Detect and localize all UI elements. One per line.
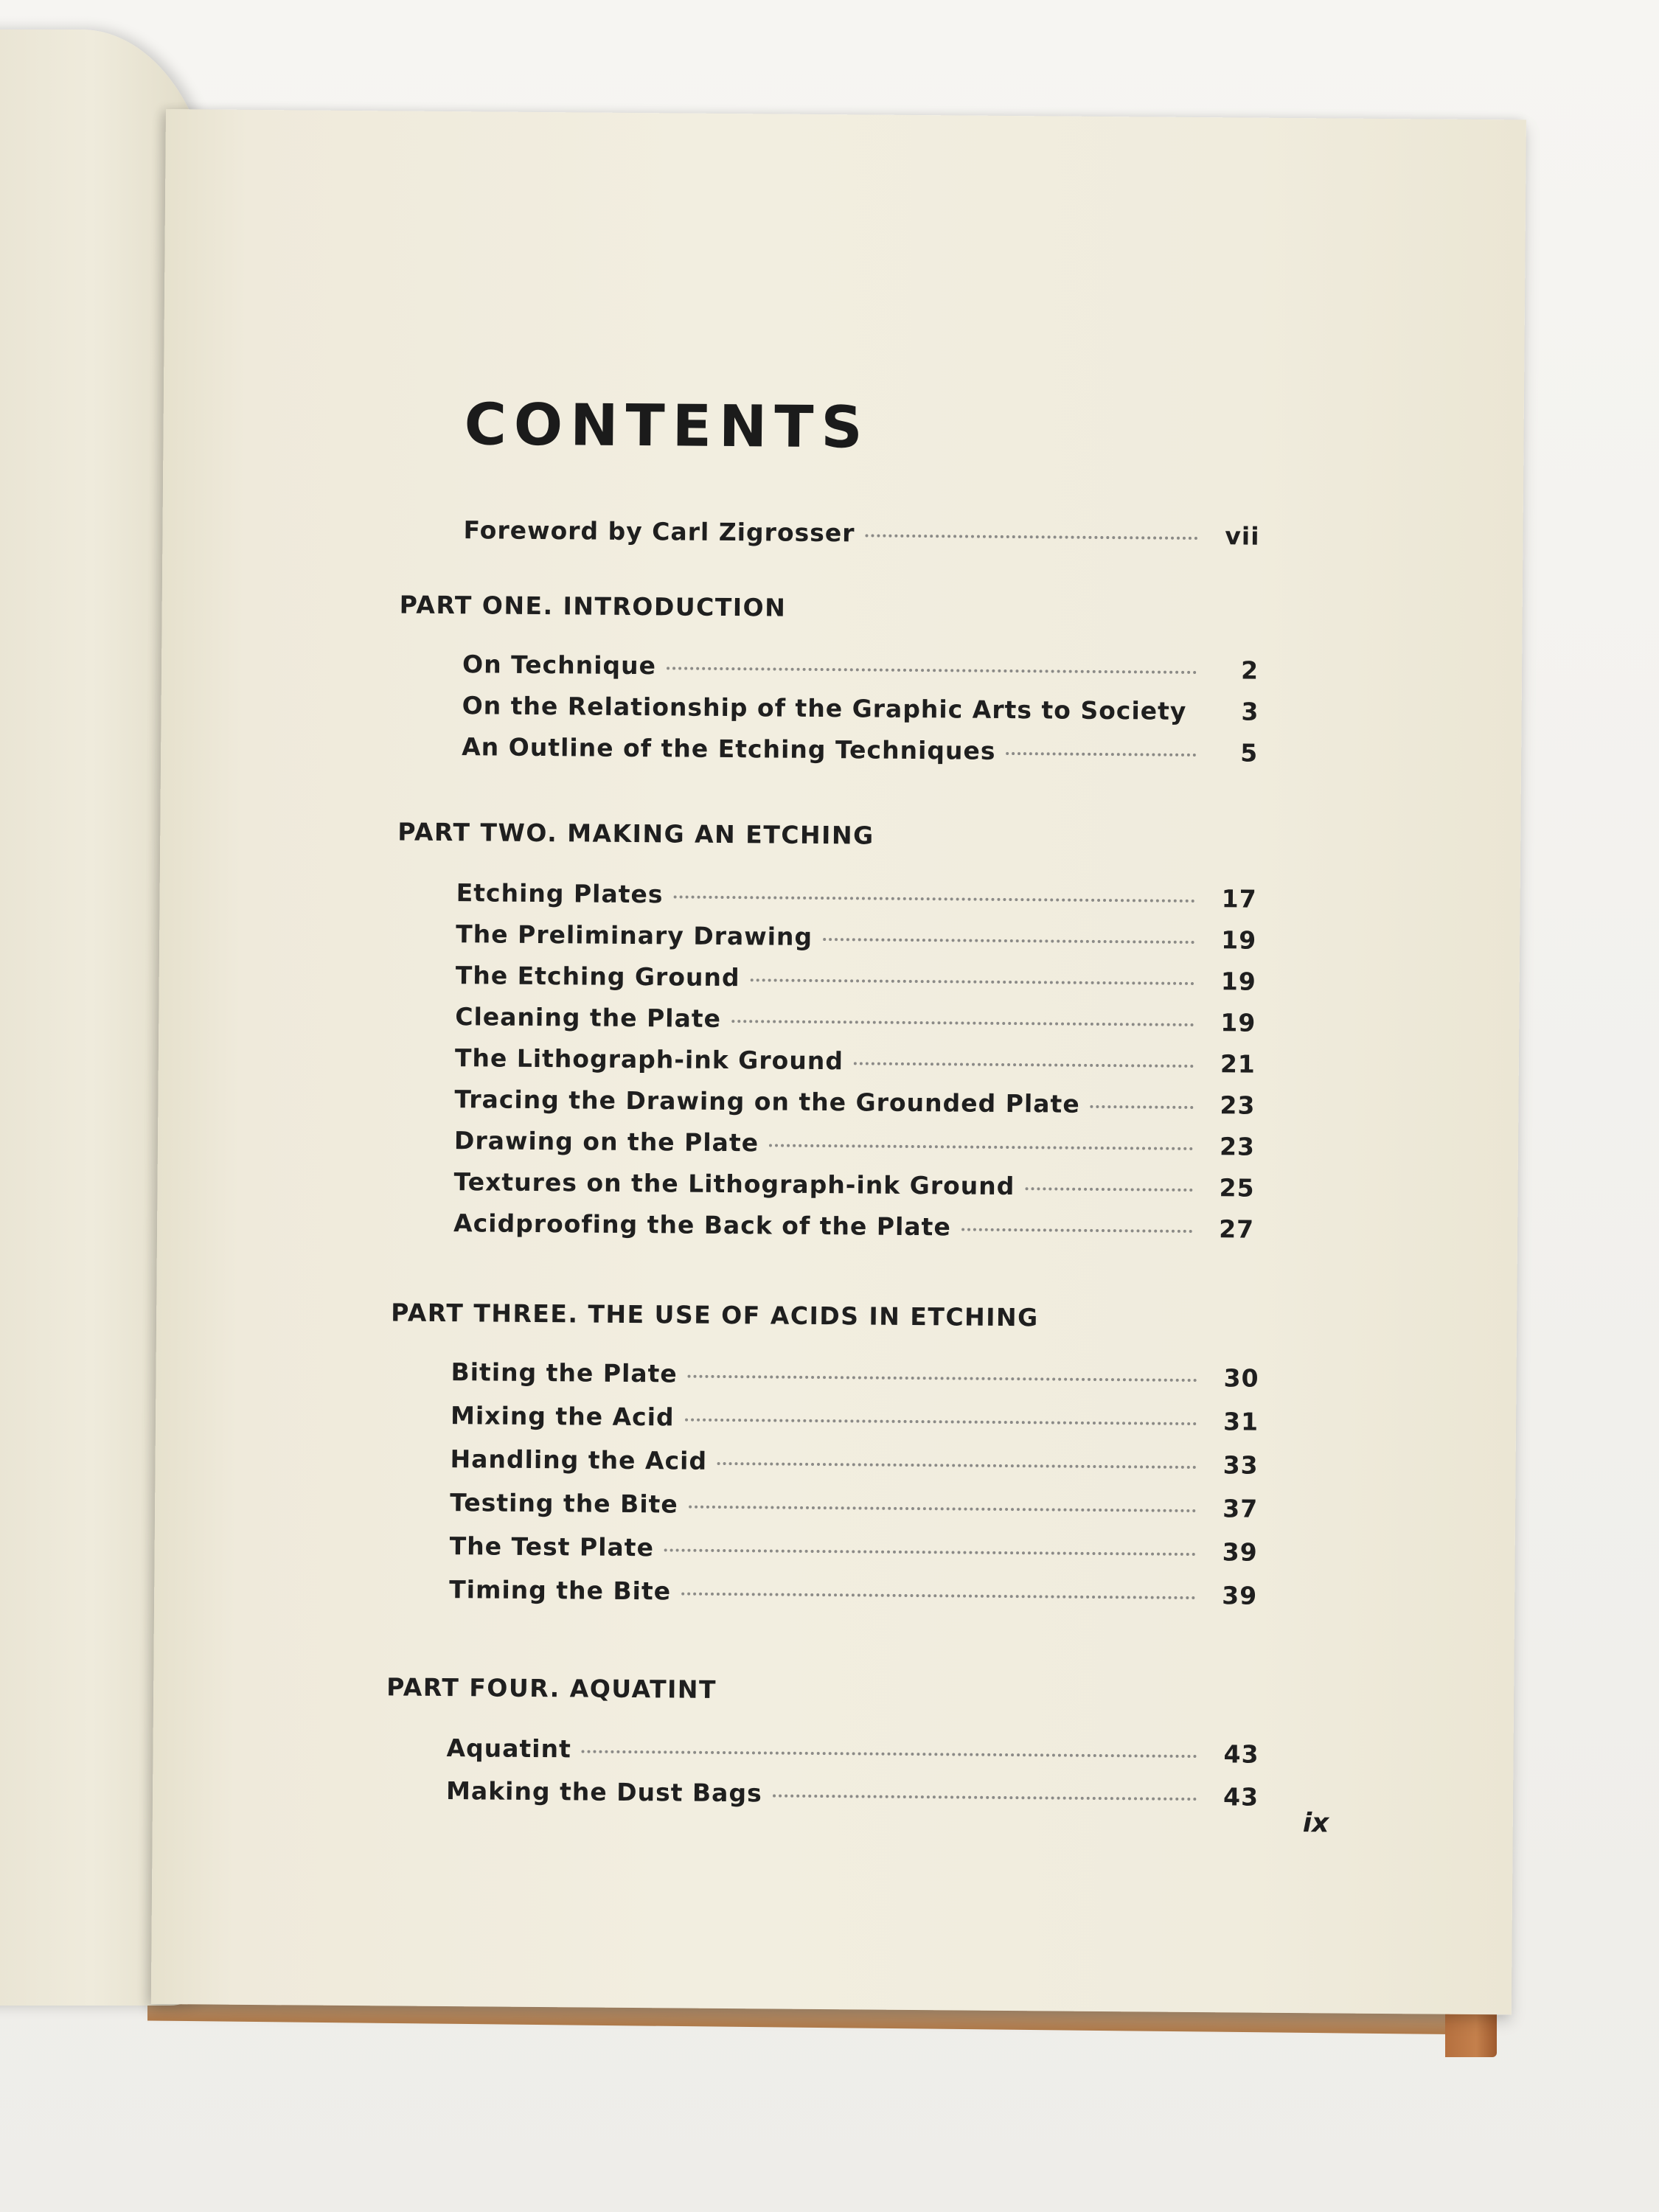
toc-entry-label: Timing the Bite bbox=[449, 1575, 672, 1606]
toc-entry-page: 25 bbox=[1219, 1173, 1255, 1203]
toc-entry-page: 19 bbox=[1221, 925, 1257, 955]
toc-entry-page: 17 bbox=[1221, 884, 1257, 914]
toc-entry bbox=[455, 1002, 1256, 1037]
dot-leader bbox=[667, 667, 1197, 674]
toc-entry bbox=[454, 1085, 1255, 1120]
toc-entry bbox=[462, 691, 1259, 726]
toc-entry-label: Textures on the Lithograph-ink Ground bbox=[453, 1167, 1015, 1201]
toc-entry-label: Making the Dust Bags bbox=[445, 1776, 762, 1808]
dot-leader bbox=[664, 1548, 1196, 1556]
toc-entry-page: 19 bbox=[1220, 1008, 1256, 1037]
toc-entry bbox=[450, 1531, 1258, 1567]
toc-entry-page: vii bbox=[1225, 521, 1260, 551]
toc-entry-label: The Etching Ground bbox=[455, 961, 740, 992]
dot-leader bbox=[717, 1462, 1197, 1469]
toc-entry-label: Drawing on the Plate bbox=[453, 1126, 759, 1158]
toc-entry-label: On the Relationship of the Graphic Arts to Society bbox=[462, 691, 1187, 726]
toc-entry-page: 30 bbox=[1223, 1363, 1259, 1393]
toc-entry-page: 19 bbox=[1220, 967, 1256, 996]
dot-leader bbox=[961, 1228, 1192, 1233]
toc-entry bbox=[454, 1126, 1255, 1161]
dot-leader bbox=[854, 1062, 1194, 1068]
toc-entry-page: 3 bbox=[1241, 697, 1259, 726]
dot-leader bbox=[1006, 752, 1196, 757]
dot-leader bbox=[685, 1419, 1197, 1425]
toc-entry-label: Tracing the Drawing on the Grounded Plate bbox=[454, 1085, 1080, 1119]
toc-entry-label: Mixing the Acid bbox=[450, 1401, 675, 1432]
toc-entry-label: Cleaning the Plate bbox=[455, 1002, 722, 1033]
toc-entry-page: 39 bbox=[1222, 1581, 1258, 1610]
toc-entry-page: 27 bbox=[1219, 1214, 1255, 1244]
toc-entry-label: Etching Plates bbox=[456, 878, 664, 909]
dot-leader bbox=[731, 1020, 1194, 1026]
toc-entry bbox=[446, 1733, 1259, 1769]
toc-entry bbox=[456, 961, 1256, 996]
toc-entry-label: Acidproofing the Back of the Plate bbox=[453, 1208, 951, 1242]
dot-leader bbox=[673, 895, 1194, 902]
dot-leader bbox=[1025, 1187, 1192, 1192]
toc-entry-page: 23 bbox=[1219, 1132, 1256, 1161]
toc-entry-page: 5 bbox=[1240, 738, 1259, 768]
toc-entry-label: Foreword by Carl Zigrosser bbox=[463, 515, 855, 548]
dot-leader bbox=[688, 1375, 1197, 1382]
toc-entry-label: The Preliminary Drawing bbox=[456, 919, 813, 951]
toc-entry bbox=[462, 732, 1258, 767]
toc-entry-page: 21 bbox=[1220, 1049, 1256, 1079]
toc-entry bbox=[449, 1575, 1257, 1610]
dot-leader bbox=[751, 978, 1194, 985]
toc-entry bbox=[462, 650, 1259, 684]
toc-entry bbox=[450, 1488, 1258, 1523]
toc-entry-label: Aquatint bbox=[446, 1733, 571, 1764]
toc-entry-page: 33 bbox=[1222, 1450, 1259, 1480]
dot-leader bbox=[865, 534, 1197, 540]
dot-leader bbox=[1091, 1105, 1194, 1109]
toc-entry-page: 39 bbox=[1222, 1537, 1258, 1567]
dot-leader bbox=[681, 1593, 1195, 1599]
toc-entry-label: Biting the Plate bbox=[451, 1357, 678, 1388]
toc-entry-page: 43 bbox=[1223, 1739, 1259, 1769]
contents-title: CONTENTS bbox=[464, 392, 870, 462]
page-folio: ix bbox=[1302, 1808, 1329, 1839]
part-heading-four: PART FOUR. AQUATINT bbox=[386, 1672, 717, 1704]
contents-page bbox=[151, 109, 1526, 2014]
toc-entry bbox=[450, 1444, 1258, 1480]
dot-leader bbox=[689, 1506, 1196, 1512]
toc-entry-page: 31 bbox=[1222, 1407, 1259, 1436]
toc-entry-label: An Outline of the Etching Techniques bbox=[462, 732, 996, 765]
toc-entry-label: Handling the Acid bbox=[450, 1444, 708, 1475]
dot-leader bbox=[582, 1750, 1197, 1758]
toc-entry bbox=[446, 1776, 1259, 1812]
toc-entry bbox=[456, 919, 1256, 955]
toc-entry bbox=[451, 1401, 1259, 1436]
dot-leader bbox=[823, 938, 1194, 944]
toc-entry bbox=[455, 1043, 1256, 1079]
toc-entry-page: 43 bbox=[1222, 1782, 1259, 1812]
part-heading-three: PART THREE. THE USE OF ACIDS IN ETCHING bbox=[391, 1298, 1039, 1332]
part-heading-one: PART ONE. INTRODUCTION bbox=[399, 590, 787, 622]
toc-entry-page: 23 bbox=[1220, 1091, 1256, 1120]
toc-entry bbox=[453, 1167, 1254, 1203]
toc-entry bbox=[453, 1208, 1254, 1244]
part-heading-two: PART TWO. MAKING AN ETCHING bbox=[397, 817, 874, 850]
toc-entry-page: 37 bbox=[1222, 1494, 1259, 1523]
toc-entry bbox=[451, 1357, 1259, 1393]
toc-entry-foreword bbox=[463, 515, 1259, 550]
dot-leader bbox=[773, 1795, 1197, 1801]
toc-entry-label: On Technique bbox=[462, 650, 657, 681]
toc-entry-label: Testing the Bite bbox=[450, 1488, 678, 1519]
toc-entry-label: The Lithograph-ink Ground bbox=[454, 1043, 844, 1076]
toc-entry-label: The Test Plate bbox=[449, 1531, 655, 1562]
dot-leader bbox=[769, 1144, 1193, 1150]
toc-entry-page: 2 bbox=[1240, 655, 1259, 685]
toc-entry bbox=[456, 878, 1257, 914]
